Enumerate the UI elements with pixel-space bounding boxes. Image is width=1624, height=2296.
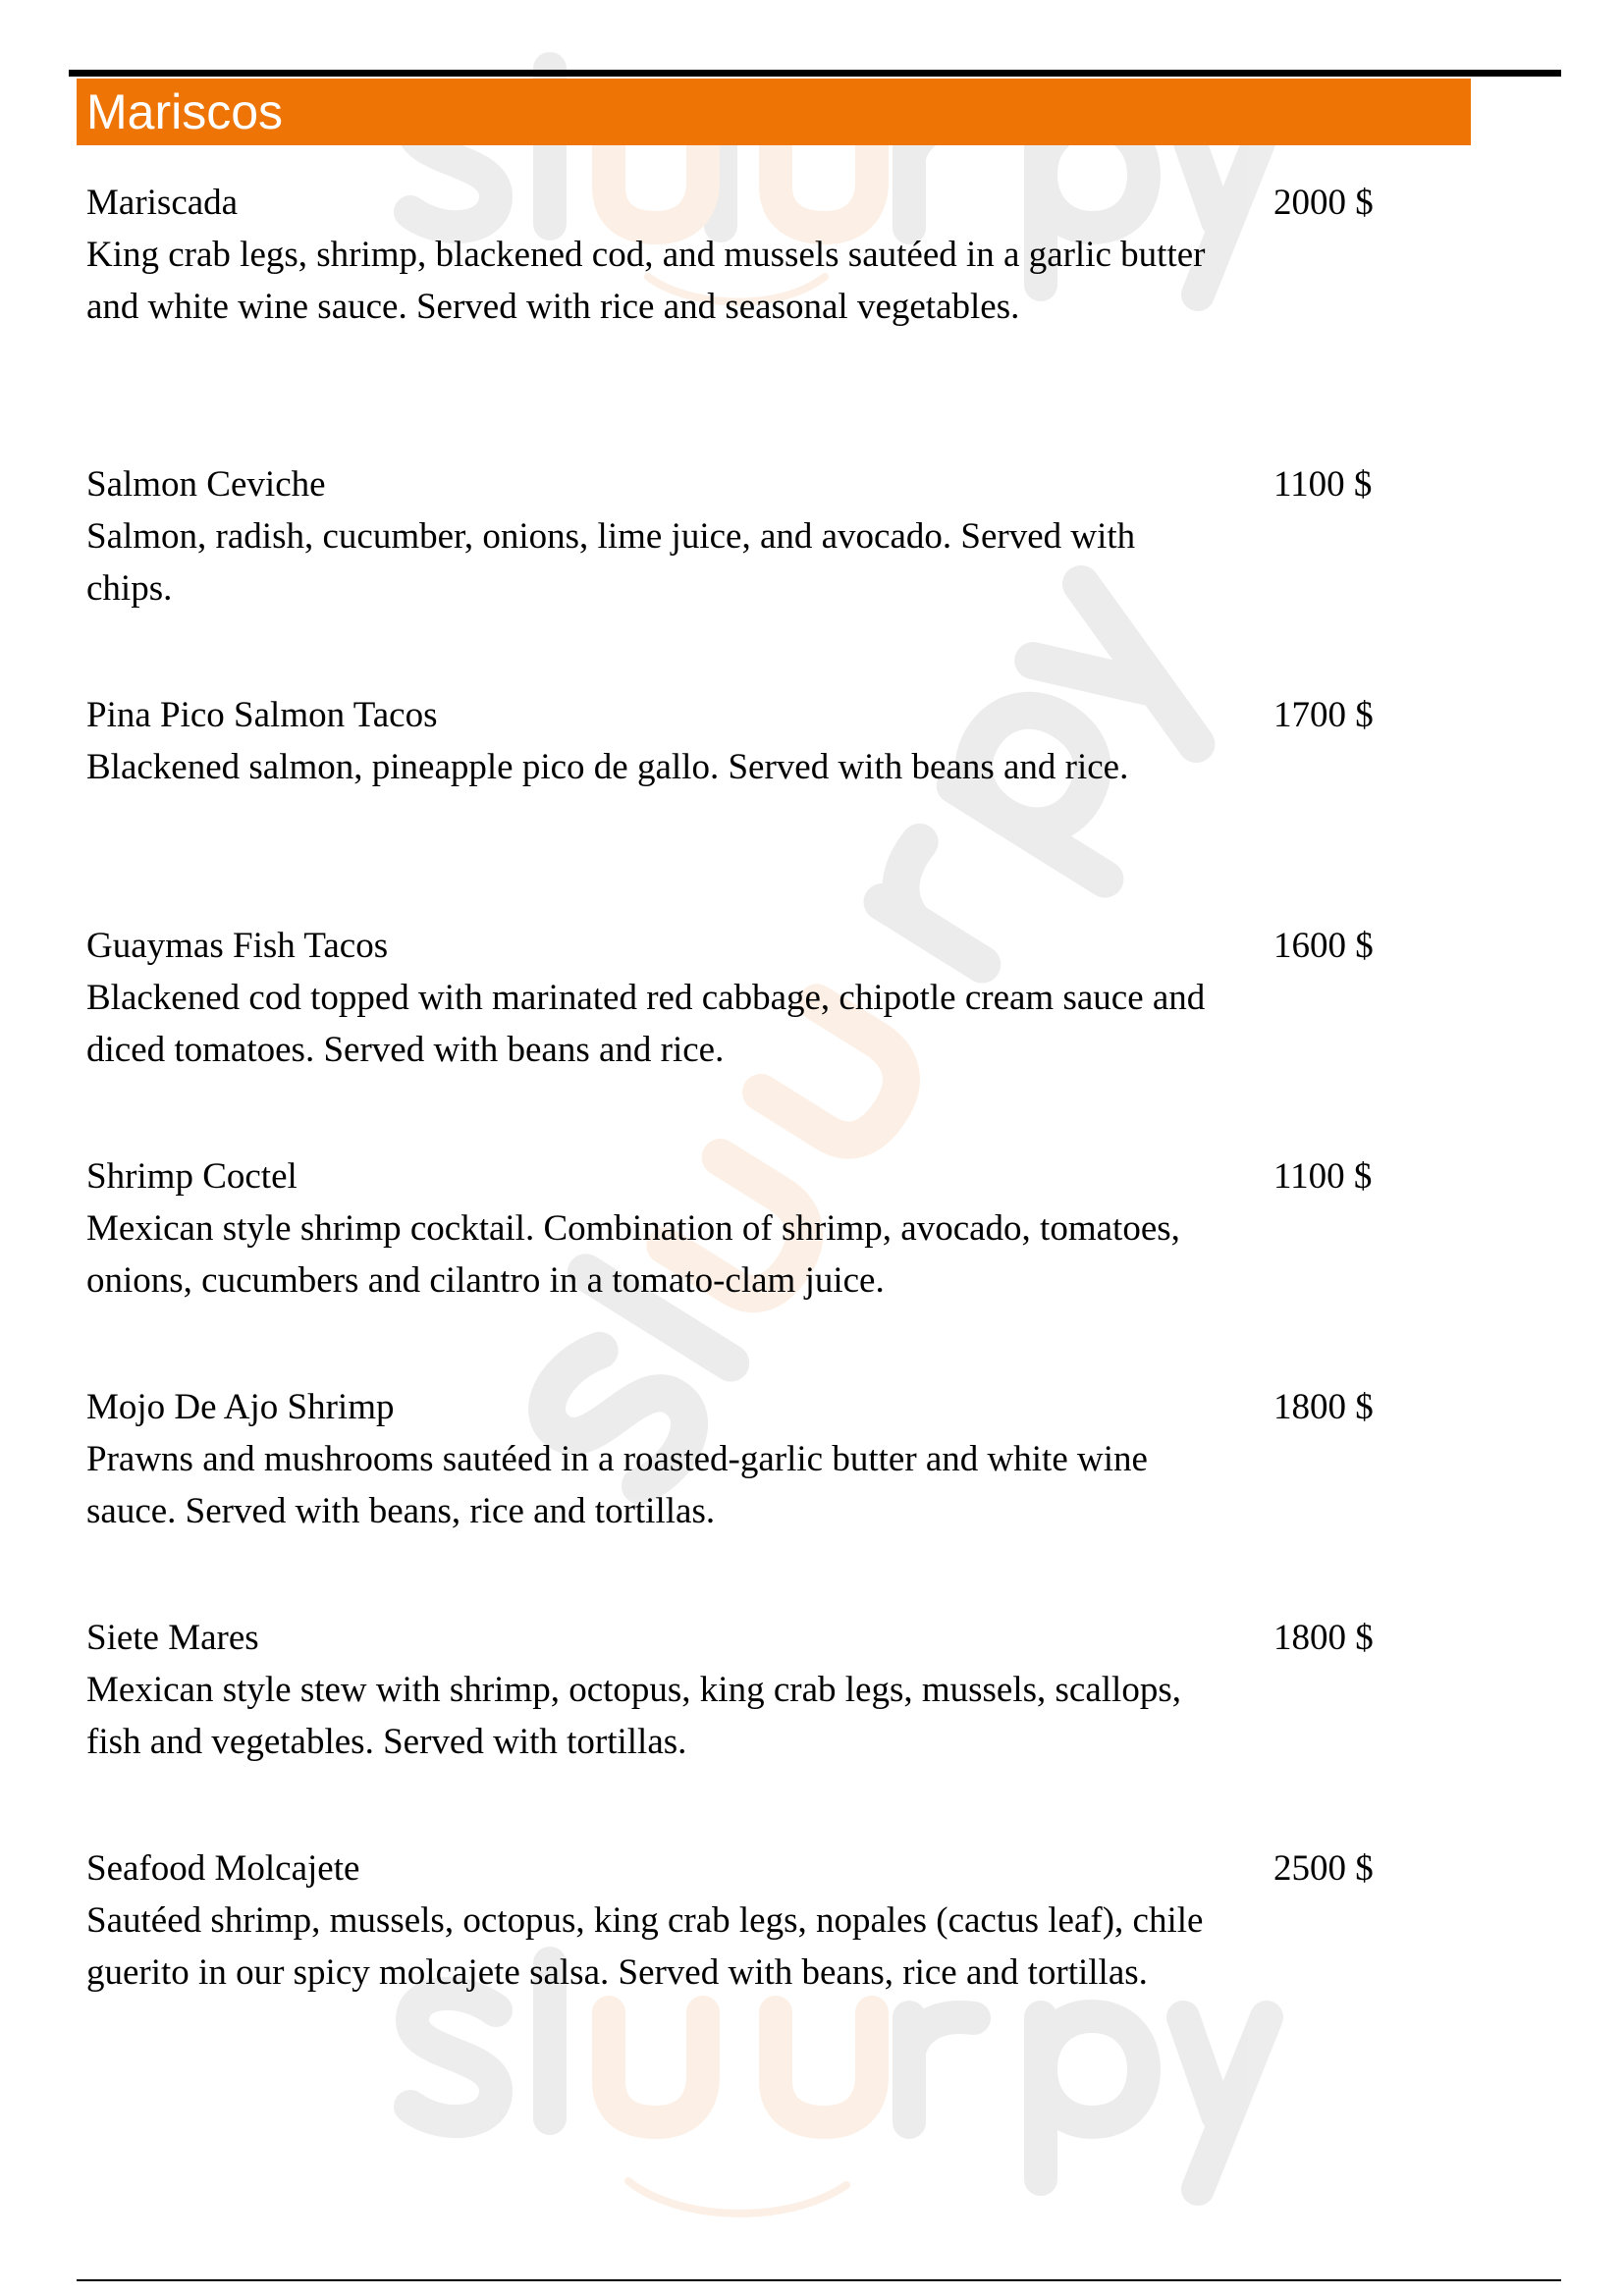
item-description: Mexican style shrimp cocktail. Combination of shrimp, avocado, tomatoes, onions, cucumbers and cilantro in a tomato-clam juice. [86,1208,1180,1301]
item-name: Salmon Ceviche [86,464,326,505]
item-name: Shrimp Coctel [86,1156,298,1197]
item-name: Mojo De Ajo Shrimp [86,1387,395,1427]
bottom-divider [77,2279,1561,2281]
item-name: Pina Pico Salmon Tacos [86,695,438,735]
item-description: King crab legs, shrimp, blackened cod, and mussels sautéed in a garlic butter and white wine sauce. Served with rice and seasonal vegetables. [86,235,1206,327]
item-price: 1800 $ [1273,1618,1374,1658]
item-name: Mariscada [86,183,239,223]
item-name: Guaymas Fish Tacos [86,926,389,966]
item-description: Salmon, radish, cucumber, onions, lime juice, and avocado. Served with chips. [86,516,1136,609]
item-name: Seafood Molcajete [86,1848,360,1889]
item-description: Prawns and mushrooms sautéed in a roasted-garlic butter and white wine sauce. Served with beans, rice and tortillas. [86,1439,1148,1531]
item-price: 1100 $ [1273,464,1373,505]
item-name: Siete Mares [86,1618,259,1658]
item-price: 1100 $ [1273,1156,1373,1197]
item-price: 1700 $ [1273,695,1374,735]
item-price: 2000 $ [1273,183,1374,223]
top-divider [69,70,1561,77]
item-description: Blackened salmon, pineapple pico de gallo. Served with beans and rice. [86,747,1129,787]
item-price: 1600 $ [1273,926,1374,966]
section-title: Mariscos [86,84,284,139]
item-description: Blackened cod topped with marinated red cabbage, chipotle cream sauce and diced tomatoes. Served with beans and rice. [86,978,1206,1070]
item-price: 1800 $ [1273,1387,1374,1427]
item-description: Sautéed shrimp, mussels, octopus, king crab legs, nopales (cactus leaf), chile guerito in our spicy molcajete salsa. Served with beans, rice and tortillas. [86,1900,1204,1993]
item-price: 2500 $ [1273,1848,1374,1889]
item-description: Mexican style stew with shrimp, octopus, king crab legs, mussels, scallops, fish and vegetables. Served with tortillas. [86,1670,1181,1762]
watermark-logo-bottom [410,1963,1267,2214]
section-header [77,79,1471,145]
